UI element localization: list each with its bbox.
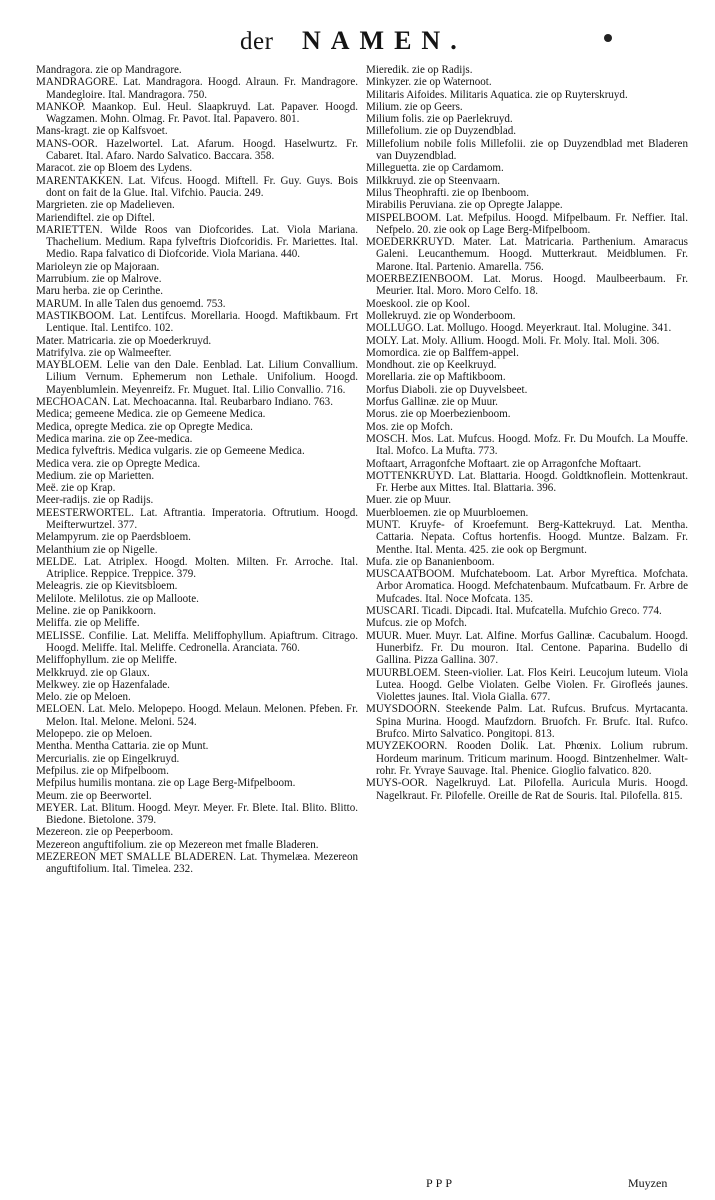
index-entry: Muerbloemen. zie op Muurbloemen. [366,506,529,519]
index-entry: Mirabilis Peruviana. zie op Opregte Jalappe. [366,199,563,212]
left-column [36,64,358,876]
index-entry: Mezereon. zie op Peeperboom. [36,826,174,839]
index-entry: MOSCH. Mos. Lat. Mufcus. Hoogd. Mofz. Fr. Du Moufch. La Mouffe. Ital. Mofco. La Mufta. 773. [366,432,688,458]
index-entry: Matrifylva. zie op Walmeefter. [36,346,172,359]
index-entry: MELISSE. Confilie. Lat. Meliffa. Meliffophyllum. Apiaftrum. Citrago. Hoogd. Meliffe. Ital. Meliffe. Cedronella. Aranciata. 760. [36,629,358,654]
index-entry: Mos. zie op Mofch. [366,420,453,433]
index-entry: MOLY. Lat. Moly. Allium. Hoogd. Moli. Fr. Moly. Ital. Moli. 306. [366,334,660,347]
index-entry: Mefpilus. zie op Mifpelboom. [36,764,169,777]
index-entry: Mariendiftel. zie op Diftel. [36,211,155,224]
index-entry: MANS-OOR. Hazelwortel. Lat. Afarum. Hoogd. Haselwurtz. Fr. Cabaret. Ital. Afaro. Nardo Salvatico. Baccara. 358. [36,137,358,163]
index-entry: Maracot. zie op Bloem des Lydens. [36,162,193,175]
index-entry: Medium. zie op Marietten. [36,469,155,482]
index-entry: MEZEREON MET SMALLE BLADEREN. Lat. Thymelæa. Mezereon anguftifolium. Ital. Timelea. 232. [36,851,358,876]
index-entry: Medica, opregte Medica. zie op Opregte Medica. [36,420,253,433]
index-entry: Millefolium nobile folis Millefolii. zie op Duyzendblad met Bladeren van Duyzendblad. [366,137,688,163]
index-entry: Milium folis. zie op Paerlekruyd. [366,113,513,126]
index-entry: MISPELBOOM. Lat. Mefpilus. Hoogd. Mifpelbaum. Fr. Neffier. Ital. Nefpelo. 20. zie ook op Lage Berg-Mifpelboom. [366,211,688,236]
index-entry: Morfus Gallinæ. zie op Muur. [366,396,498,409]
index-entry: Militaris Aifoides. Militaris Aquatica. zie op Ruyterskruyd. [366,88,628,101]
index-entry: Milkkruyd. zie op Steenvaarn. [366,174,501,187]
index-entry: Medica fylveftris. Medica vulgaris. zie op Gemeene Medica. [36,445,305,458]
index-entry: MANKOP. Maankop. Eul. Heul. Slaapkruyd. Lat. Papaver. Hoogd. Wagzamen. Mohn. Olmag. Fr. Pavot. Ital. Papavero. 801. [36,100,358,126]
index-entry: Melo. zie op Meloen. [36,691,131,704]
index-entry: Mieredik. zie op Radijs. [366,64,473,76]
right-column [366,64,688,802]
index-entry: Mufcus. zie op Mofch. [366,617,467,630]
index-entry: Muer. zie op Muur. [366,494,451,507]
index-entry: Moftaart, Arragonfche Moftaart. zie op Arragonfche Moftaart. [366,457,642,470]
index-entry: Mufa. zie op Bananienboom. [366,555,495,568]
index-entry: MUSCAATBOOM. Mufchateboom. Lat. Arbor Myreftica. Mofchata. Arbor Aromatica. Hoogd. Mefchatenbaum. Mufcatbaum. Fr. Arbre de Mufcades. Ital. Noce Mofcata. 135. [366,568,688,605]
index-entry: MOERBEZIENBOOM. Lat. Morus. Hoogd. Maulbeerbaum. Fr. Meurier. Ital. Moro. Moro Celfo. 18. [366,273,688,298]
index-entry: Mefpilus humilis montana. zie op Lage Berg-Mifpelboom. [36,777,296,790]
header-word-namen: NAMEN. [302,26,467,55]
index-entry: Medica vera. zie op Opregte Medica. [36,457,201,470]
index-entry: Melanthium zie op Nigelle. [36,543,158,556]
index-entry: MANDRAGORE. Lat. Mandragora. Hoogd. Alraun. Fr. Mandragore. Mandegloire. Ital. Mandragora. 750. [36,76,358,101]
page-footer [0,1176,715,1196]
index-entry: MAYBLOEM. Lelie van den Dale. Eenblad. Lat. Lilium Convallium. Lilium Vernum. Ephemerum non Lethale. Unifolium. Hoogd. Mayenblumlein. Meyenreifz. Fr. Muguet. Ital. Lilio Convallio. 716. [36,359,358,396]
index-entry: Melilote. Melilotus. zie op Malloote. [36,592,199,605]
index-entry: MARUM. In alle Talen dus genoemd. 753. [36,297,226,310]
index-entry: Morellaria. zie op Maftikboom. [366,371,506,384]
index-entry: MUUR. Muer. Muyr. Lat. Alfine. Morfus Gallinæ. Cacubalum. Hoogd. Hunerbifz. Fr. Du mouron. Ital. Centone. Paparina. Budello di Gallina. Pizza Gallina. 307. [366,629,688,667]
index-entry: Mondhout. zie op Keelkruyd. [366,359,497,372]
header-word-der: der [240,28,274,55]
index-entry: Mans-kragt. zie op Kalfsvoet. [36,125,168,138]
index-entry: Momordica. zie op Balffem-appel. [366,346,519,359]
index-entry: MARIETTEN. Wilde Roos van Diofcorides. Lat. Viola Mariana. Thachelium. Medium. Rapa fylveftris Diofcoridis. Fr. Mariettes. Ital. Medio. Rapa falvatico di Diofcoride. Viola Mariana. 440. [36,223,358,261]
index-entry: Mater. Matricaria. zie op Moederkruyd. [36,334,212,347]
index-entry: Marioleyn zie op Majoraan. [36,260,160,273]
index-entry: Morus. zie op Moerbezienboom. [366,408,511,421]
index-entry: MOLLUGO. Lat. Mollugo. Hoogd. Meyerkraut. Ital. Molugine. 341. [366,322,672,335]
index-entry: Margrieten. zie op Madelieven. [36,199,175,212]
index-entry: MUYZEKOORN. Rooden Dolik. Lat. Phœnix. Lolium rubrum. Hordeum marinum. Triticum marinum. Hoogd. Bintzenhelmer. Walt-rohr. Fr. Yvraye Sauvage. Ital. Phenice. Gioglio falvatico. 820. [366,740,688,777]
index-entry: Melopepo. zie op Meloen. [36,728,153,741]
index-entry: Meë. zie op Krap. [36,482,116,495]
index-entry: Minkyzer. zie op Waternoot. [366,76,492,89]
index-entry: Mollekruyd. zie op Wonderboom. [366,309,516,322]
index-entry: Meliffophyllum. zie op Meliffe. [36,654,178,667]
index-entry: Meliffa. zie op Meliffe. [36,617,140,630]
index-entry: Meline. zie op Panikkoorn. [36,605,156,618]
index-entry: MUNT. Kruyfe- of Kroefemunt. Berg-Kattekruyd. Lat. Mentha. Cattaria. Nepata. Coftus hortenfis. Hoogd. Muntze. Balzam. Fr. Menthe. Ital. Menta. 425. zie ook op Bergmunt. [366,518,688,556]
index-entry: Mandragora. zie op Mandragore. [36,64,182,76]
index-entry: Milus Theophrafti. zie op Ibenboom. [366,186,530,199]
index-entry: Mezereon anguftifolium. zie op Mezereon met fmalle Bladeren. [36,838,319,851]
index-entry: Meleagris. zie op Kievitsbloem. [36,580,178,593]
index-entry: Mentha. Mentha Cattaria. zie op Munt. [36,740,209,753]
index-entry: Moeskool. zie op Kool. [366,297,471,310]
index-entry: Melkkruyd. zie op Glaux. [36,666,150,679]
index-entry: MASTIKBOOM. Lat. Lentifcus. Morellaria. Hoogd. Maftikbaum. Frt Lentique. Ital. Lentifco. 102. [36,309,358,335]
index-entry: Medica marina. zie op Zee-medica. [36,432,193,445]
index-entry: Morfus Diaboli. zie op Duyvelsbeet. [366,383,528,396]
index-entry: Melampyrum. zie op Paerdsbloem. [36,531,191,544]
index-entry: MUYSDOORN. Steekende Palm. Lat. Rufcus. Brufcus. Myrtacanta. Spina Murina. Hoogd. Maufzdorn. Bruofch. Fr. Brufc. Ital. Rufco. Brufco. Mirto Salvatico. Pongitopi. 813. [366,703,688,741]
index-entry: Maru herba. zie op Cerinthe. [36,285,163,298]
index-entry: Milleguetta. zie op Cardamom. [366,162,504,175]
index-entry: MELDE. Lat. Atriplex. Hoogd. Molten. Milten. Fr. Arroche. Ital. Atriplice. Reppice. Treppice. 379. [36,555,358,581]
index-entry: MELOEN. Lat. Melo. Melopepo. Hoogd. Melaun. Melonen. Pfeben. Fr. Melon. Ital. Melone. Meloni. 524. [36,703,358,728]
index-entry: Marrubium. zie op Malrove. [36,273,162,286]
index-entry: Milium. zie op Geers. [366,100,463,113]
index-entry: Meum. zie op Beerwortel. [36,789,152,802]
catchword: Muyzen [628,1176,668,1190]
index-entry: MARENTAKKEN. Lat. Vifcus. Hoogd. Miftell. Fr. Guy. Guys. Bois dont on fait de la Glue. Ital. Vifchio. Paucia. 249. [36,174,358,199]
signature-mark: PPP [426,1176,456,1190]
index-entry: Mercurialis. zie op Eingelkruyd. [36,752,180,765]
index-entry: MOEDERKRUYD. Mater. Lat. Matricaria. Parthenium. Amaracus Galeni. Leucanthemum. Hoogd. Mutterkraut. Meidblumen. Fr. Marone. Ital. Partenio. Amarella. 756. [366,236,688,273]
index-entry: Meer-radijs. zie op Radijs. [36,494,154,507]
index-entry: MEESTERWORTEL. Lat. Aftrantia. Imperatoria. Oftrutium. Hoogd. Meifterwurtzel. 377. [36,506,358,531]
index-entry: MECHOACAN. Lat. Mechoacanna. Ital. Reubarbaro Indiano. 763. [36,396,333,409]
index-entry: MEYER. Lat. Blitum. Hoogd. Meyr. Meyer. Fr. Blete. Ital. Blito. Blitto. Biedone. Bietolone. 379. [36,801,358,827]
page-header [0,26,715,62]
index-entry: MOTTENKRUYD. Lat. Blattaria. Hoogd. Goldtknoflein. Mottenkraut. Fr. Herbe aux Mittes. Ital. Blattaria. 396. [366,469,688,495]
index-entry: Medica; gemeene Medica. zie op Gemeene Medica. [36,408,266,421]
index-entry: MUSCARI. Ticadi. Dipcadi. Ital. Mufcatella. Mufchio Greco. 774. [366,605,662,618]
ink-blot-mark [604,34,612,42]
index-entry: Millefolium. zie op Duyzendblad. [366,125,517,138]
index-entry: Melkwey. zie op Hazenfalade. [36,678,170,691]
index-entry: MUYS-OOR. Nagelkruyd. Lat. Pilofella. Auricula Muris. Hoogd. Nagelkraut. Fr. Pilofelle. Oreille de Rat de Souris. Ital. Pilofella. 815. [366,777,688,802]
index-entry: MUURBLOEM. Steen-violier. Lat. Flos Keiri. Leucojum luteum. Viola Lutea. Hoogd. Gelbe Violaten. Gelbe Violen. Fr. Girofleés jaunes. Violettes jaunes. Ital. Viola Gialla. 677. [366,666,688,704]
